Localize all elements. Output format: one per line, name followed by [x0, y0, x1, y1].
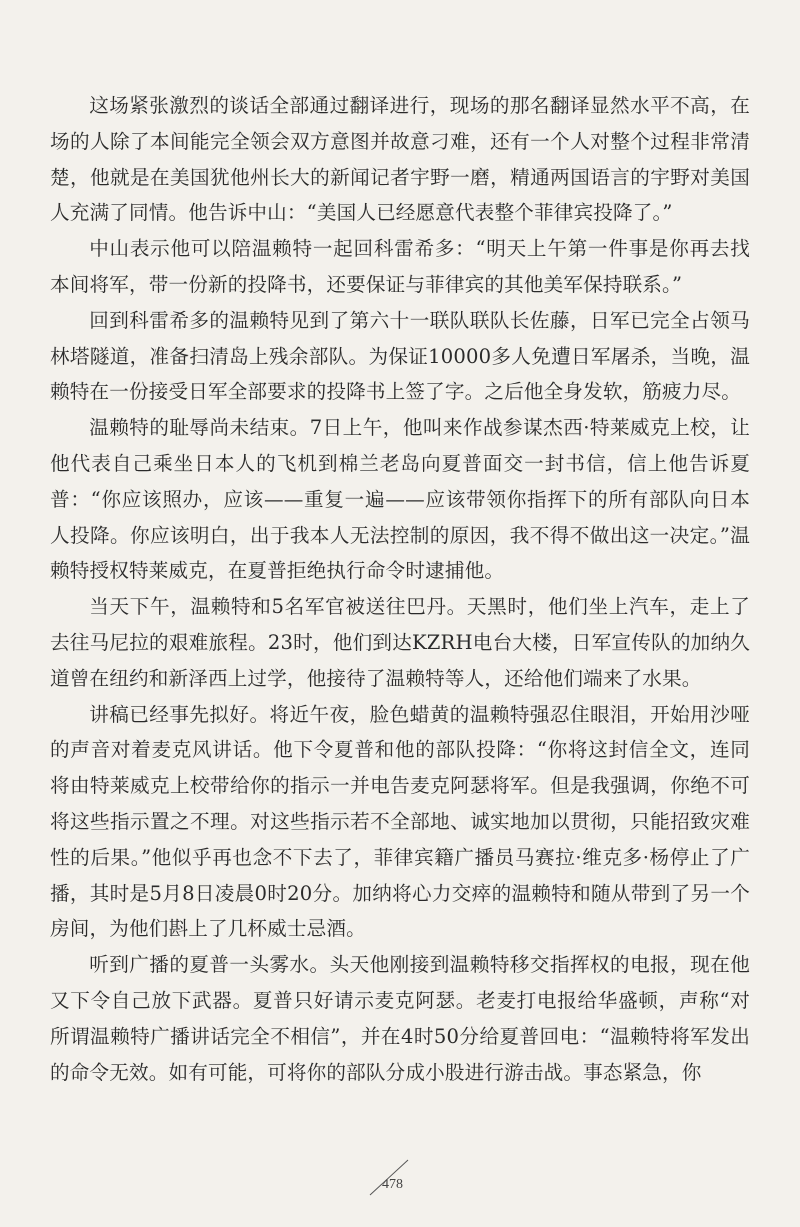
paragraph-3: 回到科雷希多的温赖特见到了第六十一联队联队长佐藤，日军已完全占领马林塔隧道，准备扫清岛上残余部队。为保证10000多人免遭日军屠杀，当晚，温赖特在一份接受日军全部要求的投降书上签了字。之后他全身发软，筋疲力尽。: [50, 308, 750, 404]
paragraph-5: 当天下午，温赖特和5名军官被送往巴丹。天黑时，他们坐上汽车，走上了去往马尼拉的艰难旅程。23时，他们到达KZRH电台大楼，日军宣传队的加纳久道曾在纽约和新泽西上过学，他接待了温赖特等人，还给他们端来了水果。: [50, 595, 750, 690]
page-number: 478: [382, 1177, 403, 1192]
body-text: [50, 88, 750, 1090]
paragraph-7: 听到广播的夏普一头雾水。头天他刚接到温赖特移交指挥权的电报，现在他又下令自己放下武器。夏普只好请示麦克阿瑟。老麦打电报给华盛顿，声称“对所谓温赖特广播讲话完全不相信”，并在4时50分给夏普回电：“温赖特将军发出的命令无效。如有可能，可将你的部队分成小股进行游击战。事态紧急，你: [50, 953, 750, 1084]
page-footer: [360, 1155, 440, 1205]
paragraph-4: 温赖特的耻辱尚未结束。7日上午，他叫来作战参谋杰西·特莱威克上校，让他代表自己乘坐日本人的飞机到棉兰老岛向夏普面交一封书信，信上他告诉夏普：“你应该照办，应该——重复一遍——应该带领你指挥下的所有部队向日本人投降。你应该明白，出于我本人无法控制的原因，我不得不做出这一决定。”温赖特授权特莱威克，在夏普拒绝执行命令时逮捕他。: [50, 416, 750, 583]
paragraph-6: 讲稿已经事先拟好。将近午夜，脸色蜡黄的温赖特强忍住眼泪，开始用沙哑的声音对着麦克风讲话。他下令夏普和他的部队投降：“你将这封信全文，连同将由特莱威克上校带给你的指示一并电告麦克阿瑟将军。但是我强调，你绝不可将这些指示置之不理。对这些指示若不全部地、诚实地加以贯彻，只能招致灾难性的后果。”他似乎再也念不下去了，菲律宾籍广播员马赛拉·维克多·杨停止了广播，其时是5月8日凌晨0时20分。加纳将心力交瘁的温赖特和随从带到了另一个房间，为他们斟上了几杯威士忌酒。: [50, 702, 750, 941]
paragraph-2: 中山表示他可以陪温赖特一起回科雷希多：“明天上午第一件事是你再去找本间将军，带一份新的投降书，还要保证与菲律宾的其他美军保持联系。”: [50, 237, 750, 296]
paragraph-1: 这场紧张激烈的谈话全部通过翻译进行，现场的那名翻译显然水平不高，在场的人除了本间能完全领会双方意图并故意刁难，还有一个人对整个过程非常清楚，他就是在美国犹他州长大的新闻记者宇野一磨，精通两国语言的宇野对美国人充满了同情。他告诉中山：“美国人已经愿意代表整个菲律宾投降了。”: [50, 94, 750, 225]
